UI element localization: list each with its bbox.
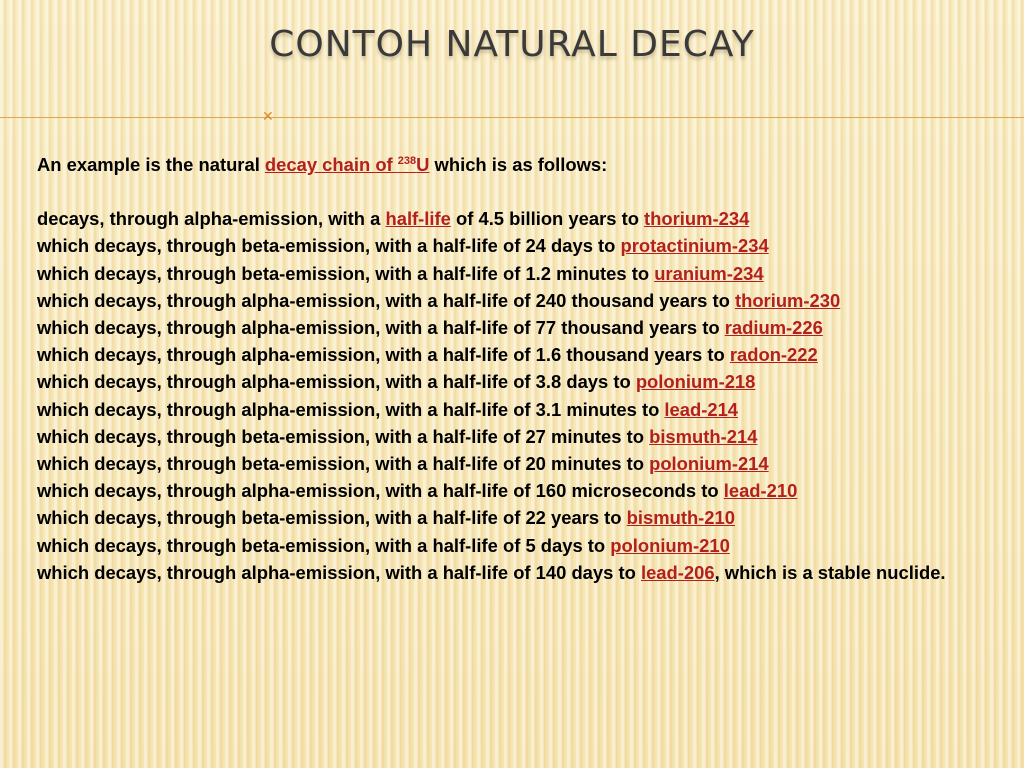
decay-step-text: which decays, through beta-emission, with a half-life of 1.2 minutes to: [37, 262, 655, 284]
decay-step-line: [37, 504, 992, 531]
decay-step-text: which decays, through beta-emission, with a half-life of 24 days to: [37, 235, 621, 257]
isotope-superscript: 238: [397, 155, 417, 167]
nuclide-link[interactable]: thorium-234: [644, 208, 750, 230]
decay-step-line: [37, 314, 992, 341]
slide-title: CONTOH NATURAL DECAY: [269, 24, 755, 65]
half-life-link[interactable]: half-life: [385, 208, 451, 230]
decay-step-text: which decays, through alpha-emission, with a half-life of 160 microseconds to: [37, 480, 724, 502]
decay-chain-link-text: decay chain of: [264, 154, 398, 175]
nuclide-link[interactable]: thorium-230: [734, 289, 841, 311]
decay-step-text: which decays, through alpha-emission, with a half-life of 3.1 minutes to: [37, 398, 665, 420]
decay-step-text: which decays, through alpha-emission, with a half-life of 3.8 days to: [37, 371, 636, 393]
decay-step-line: [37, 423, 992, 450]
nuclide-link[interactable]: polonium-218: [635, 371, 756, 393]
decay-step-text: which decays, through alpha-emission, with a half-life of 140 days to: [37, 561, 641, 583]
nuclide-link[interactable]: polonium-214: [649, 453, 769, 475]
nuclide-link[interactable]: bismuth-210: [626, 507, 735, 529]
decay-step-tail: , which is a stable nuclide.: [714, 561, 946, 583]
intro-text-after: which is as follows:: [429, 154, 608, 175]
decay-step-text: which decays, through alpha-emission, with a half-life of 77 thousand years to: [37, 317, 725, 339]
decay-step-line: [37, 287, 992, 314]
decay-step-line: [37, 532, 992, 559]
nuclide-link[interactable]: polonium-210: [610, 534, 730, 556]
decay-step-text: which decays, through beta-emission, with a half-life of 22 years to: [37, 507, 627, 529]
intro-text-before: An example is the natural: [37, 154, 265, 175]
decay-step-line: [37, 368, 992, 395]
decay-step-line: [37, 396, 992, 423]
decay-chain-link-tail: U: [416, 154, 430, 175]
decay-step-line: [37, 341, 992, 368]
decay-step-line: [37, 450, 992, 477]
nuclide-link[interactable]: lead-206: [640, 561, 715, 583]
decay-step-line: [37, 232, 992, 259]
bullet-marker-icon: ✕: [262, 108, 274, 124]
intro-paragraph: [37, 151, 992, 178]
nuclide-link[interactable]: radium-226: [724, 317, 823, 339]
decay-step-text: which decays, through alpha-emission, with a half-life of 1.6 thousand years to: [37, 344, 730, 366]
nuclide-link[interactable]: lead-210: [723, 480, 798, 502]
nuclide-link[interactable]: lead-214: [664, 398, 739, 420]
nuclide-link[interactable]: bismuth-214: [649, 425, 758, 447]
decay-step-line: [37, 205, 992, 232]
decay-step-text: which decays, through beta-emission, with a half-life of 20 minutes to: [37, 453, 650, 475]
decay-step-text: which decays, through beta-emission, with a half-life of 5 days to: [37, 534, 611, 556]
nuclide-link[interactable]: radon-222: [729, 344, 818, 366]
decay-step-text: which decays, through beta-emission, with a half-life of 27 minutes to: [37, 425, 650, 447]
decay-step-text: of 4.5 billion years to: [450, 208, 645, 230]
decay-step-line: [37, 477, 992, 504]
paragraph-gap: [37, 178, 992, 205]
slide-body: [37, 151, 992, 586]
decay-step-text: decays, through alpha-emission, with a: [37, 208, 386, 230]
nuclide-link[interactable]: uranium-234: [654, 262, 764, 284]
decay-step-line: [37, 260, 992, 287]
decay-step-text: which decays, through alpha-emission, with a half-life of 240 thousand years to: [37, 289, 735, 311]
title-divider: [0, 117, 1024, 118]
nuclide-link[interactable]: protactinium-234: [620, 235, 769, 257]
decay-chain-link[interactable]: [265, 154, 430, 175]
decay-step-line: [37, 559, 992, 586]
